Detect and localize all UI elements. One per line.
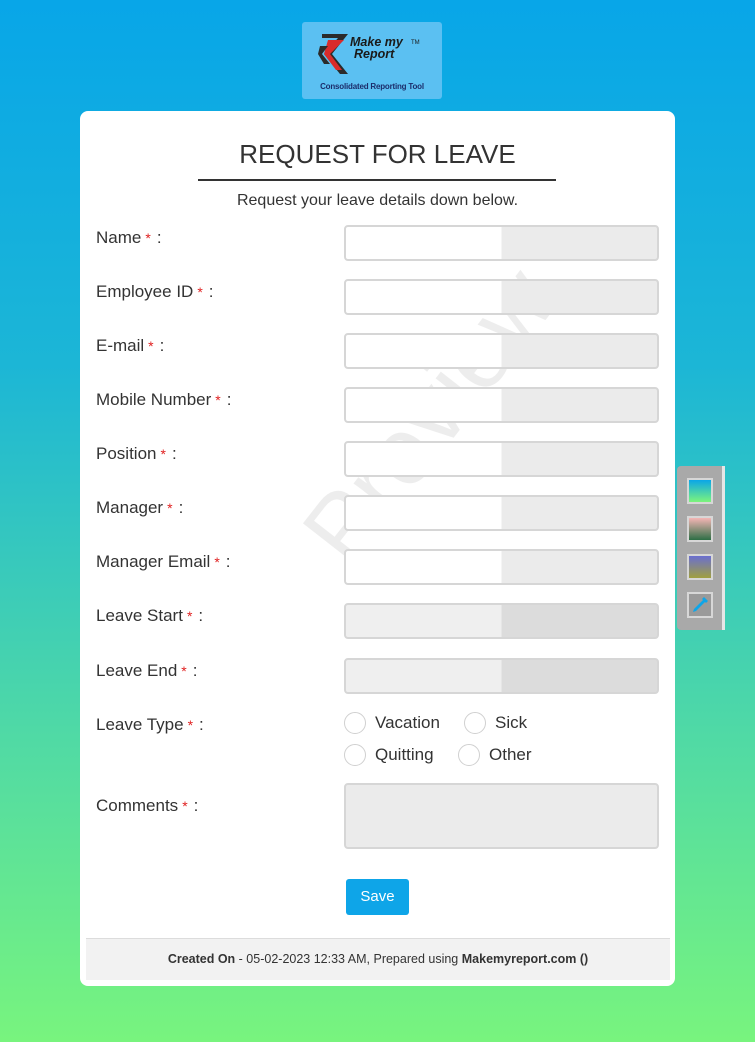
- radio-label-other: Other: [489, 745, 532, 764]
- label-separator: :: [199, 715, 204, 734]
- logo-tagline: Consolidated Reporting Tool: [320, 82, 424, 91]
- field-label-employee-id: Employee ID: [96, 282, 194, 301]
- manager-input[interactable]: [344, 495, 659, 531]
- leave-type-radio-group: [344, 712, 659, 782]
- label-separator: :: [192, 661, 198, 680]
- radio-circle-icon[interactable]: [344, 744, 366, 766]
- label-separator: :: [226, 390, 232, 409]
- logo-trademark: TM: [411, 40, 420, 46]
- field-row-email: [96, 336, 661, 376]
- position-input[interactable]: [344, 441, 659, 477]
- footer-brand-link[interactable]: Makemyreport.com (): [461, 952, 589, 966]
- logo-mark-icon: [318, 30, 352, 78]
- field-label-mobile-number: Mobile Number: [96, 390, 212, 409]
- form-footer: [86, 938, 670, 980]
- title-underline: [198, 179, 556, 181]
- label-separator: :: [178, 498, 184, 517]
- save-button[interactable]: Save: [346, 879, 409, 915]
- radio-circle-icon[interactable]: [464, 712, 486, 734]
- comments-textarea[interactable]: [344, 783, 659, 849]
- field-row-leave-type: [96, 715, 661, 785]
- leave-end-date-input[interactable]: [344, 658, 659, 694]
- required-marker: *: [182, 798, 188, 814]
- label-separator: :: [171, 444, 177, 463]
- field-row-position: [96, 444, 661, 484]
- form-subtitle: Request your leave details down below.: [236, 192, 519, 209]
- label-separator: :: [198, 606, 204, 625]
- radio-option-quitting[interactable]: [344, 744, 434, 766]
- required-marker: *: [214, 554, 220, 570]
- brand-logo: [302, 22, 442, 99]
- theme-swatch-purple-olive[interactable]: [687, 554, 713, 580]
- radio-circle-icon[interactable]: [458, 744, 480, 766]
- label-separator: :: [159, 336, 165, 355]
- required-marker: *: [181, 663, 187, 679]
- field-row-manager: [96, 498, 661, 538]
- eyedropper-icon: [689, 594, 711, 616]
- theme-swatch-pink-green[interactable]: [687, 516, 713, 542]
- leave-start-date-input[interactable]: [344, 603, 659, 639]
- field-row-name: [96, 228, 661, 268]
- manager-email-input[interactable]: [344, 549, 659, 585]
- radio-label-quitting: Quitting: [375, 745, 434, 764]
- label-separator: :: [208, 282, 214, 301]
- field-row-mobile-number: [96, 390, 661, 430]
- theme-switcher-panel: [677, 466, 725, 630]
- footer-created-label: Created On: [167, 952, 236, 966]
- required-marker: *: [197, 284, 203, 300]
- field-label-leave-start: Leave Start: [96, 606, 183, 625]
- required-marker: *: [187, 717, 194, 733]
- form-title: REQUEST FOR LEAVE: [239, 139, 516, 169]
- logo-brand-line1: Make my: [350, 35, 403, 49]
- field-label-leave-type: Leave Type: [96, 715, 184, 734]
- field-row-leave-start: [96, 606, 661, 646]
- label-separator: :: [156, 228, 162, 247]
- required-marker: *: [167, 500, 173, 516]
- field-label-manager: Manager: [96, 498, 164, 517]
- field-label-manager-email: Manager Email: [96, 552, 211, 571]
- required-marker: *: [145, 230, 151, 246]
- field-label-comments: Comments: [96, 796, 179, 815]
- logo-brand-text: [350, 36, 403, 60]
- field-row-manager-email: [96, 552, 661, 592]
- name-input[interactable]: [344, 225, 659, 261]
- required-marker: *: [148, 338, 154, 354]
- field-label-position: Position: [96, 444, 157, 463]
- logo-brand-line2: Report: [354, 47, 395, 61]
- employee-id-input[interactable]: [344, 279, 659, 315]
- email-input[interactable]: [344, 333, 659, 369]
- radio-option-sick[interactable]: [464, 712, 527, 734]
- radio-label-sick: Sick: [495, 713, 528, 732]
- required-marker: *: [215, 392, 221, 408]
- label-separator: :: [193, 796, 199, 815]
- radio-label-vacation: Vacation: [375, 713, 440, 732]
- field-row-comments: [96, 796, 661, 866]
- footer-created-text: - 05-02-2023 12:33 AM, Prepared using: [235, 952, 462, 966]
- color-picker-button[interactable]: [687, 592, 713, 618]
- field-label-email: E-mail: [96, 336, 145, 355]
- theme-swatch-blue-green[interactable]: [687, 478, 713, 504]
- leave-request-form: [80, 111, 675, 986]
- radio-circle-icon[interactable]: [344, 712, 366, 734]
- field-label-name: Name: [96, 228, 142, 247]
- required-marker: *: [160, 446, 166, 462]
- radio-option-other[interactable]: [458, 744, 532, 766]
- required-marker: *: [186, 608, 193, 624]
- label-separator: :: [225, 552, 231, 571]
- radio-option-vacation[interactable]: [344, 712, 440, 734]
- mobile-number-input[interactable]: [344, 387, 659, 423]
- field-row-employee-id: [96, 282, 661, 322]
- field-row-leave-end: [96, 661, 661, 701]
- field-label-leave-end: Leave End: [96, 661, 178, 680]
